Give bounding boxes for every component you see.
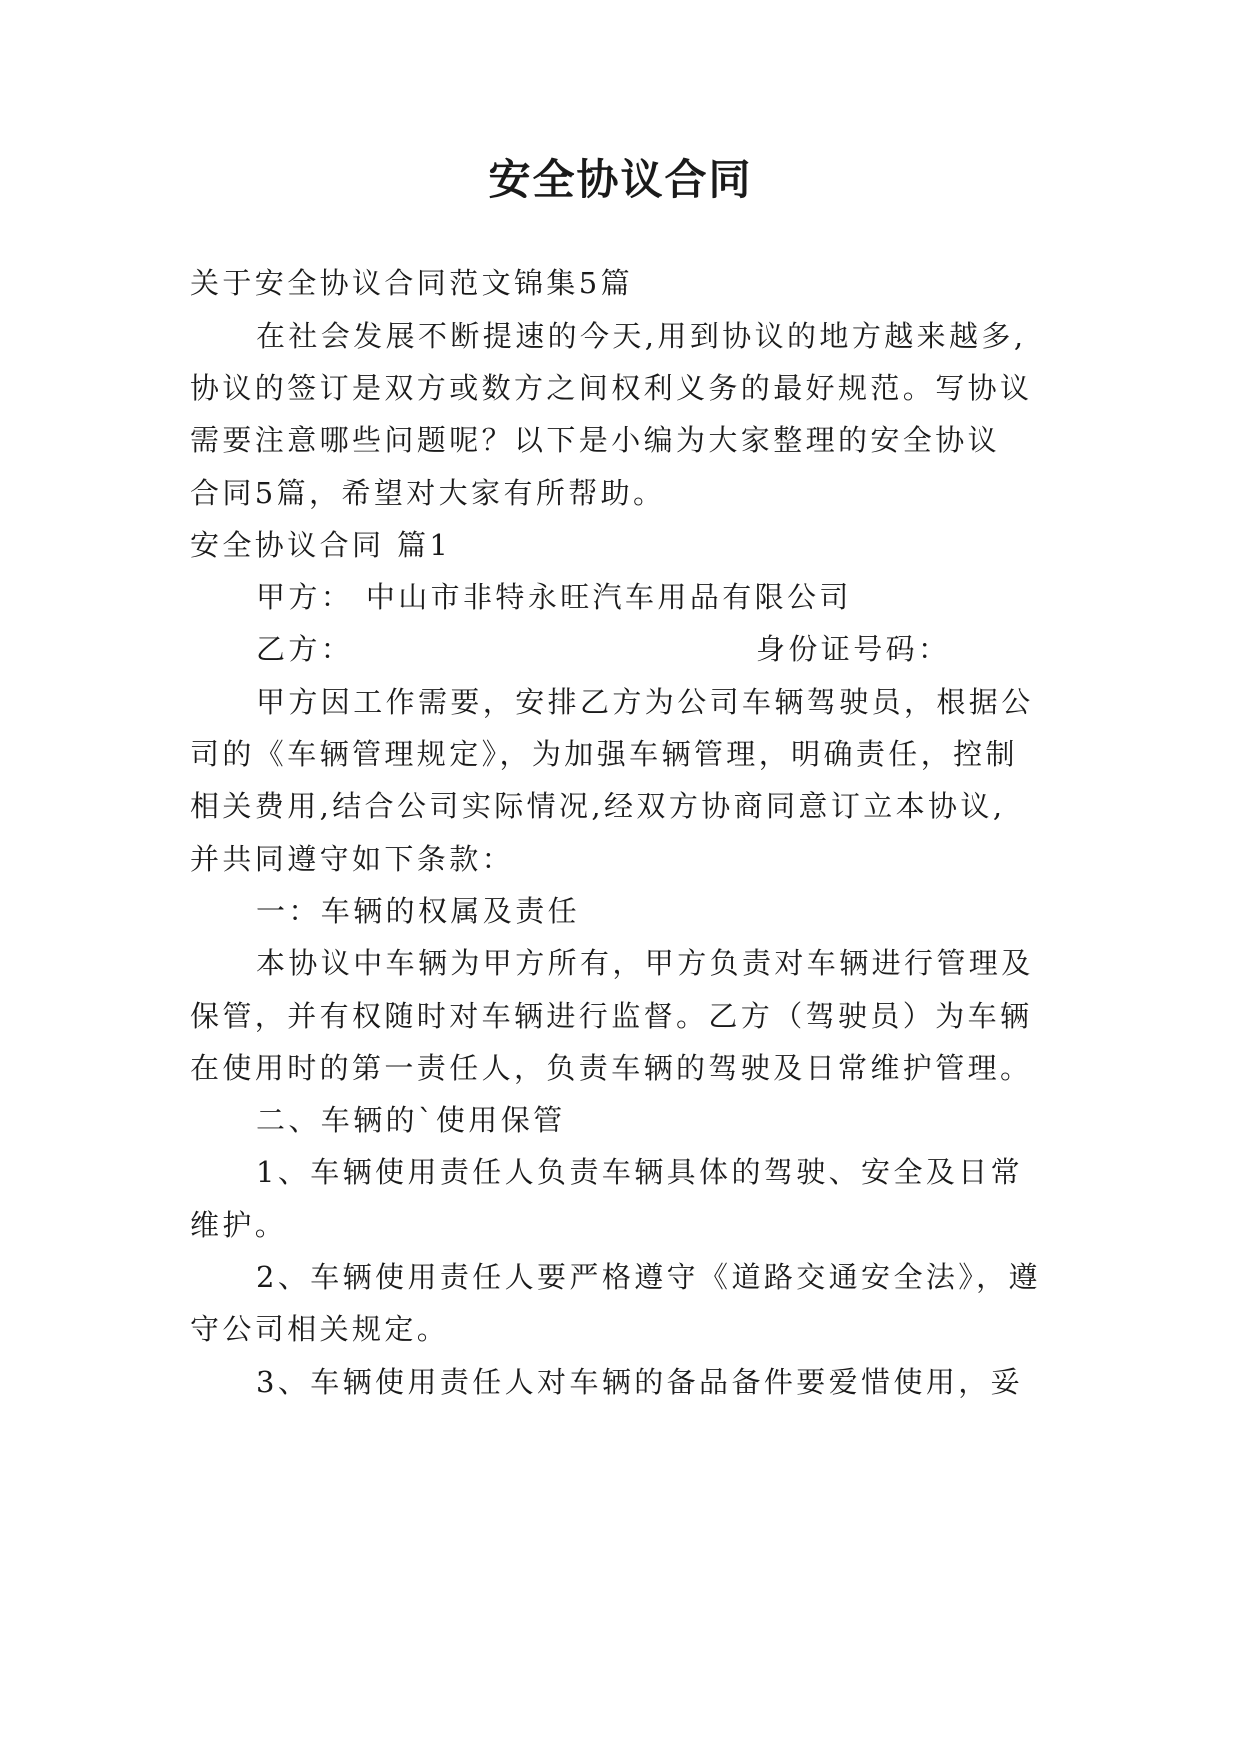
party-b-label: 乙方： xyxy=(256,632,354,666)
clause-heading: 二、车辆的`使用保管 xyxy=(256,1103,566,1137)
paragraph-line: 合同5篇，希望对大家有所帮助。 xyxy=(190,476,666,510)
paragraph-line: 1、车辆使用责任人负责车辆具体的驾驶、安全及日常 xyxy=(256,1155,1024,1189)
document-title: 安全协议合同 xyxy=(488,155,753,204)
paragraph-line: 2、车辆使用责任人要严格遵守《道路交通安全法》，遵 xyxy=(256,1260,1041,1294)
paragraph-line: 维护。 xyxy=(190,1208,288,1242)
paragraph-line: 3、车辆使用责任人对车辆的备品备件要爱惜使用，妥 xyxy=(256,1365,1024,1399)
paragraph-line: 协议的签订是双方或数方之间权利义务的最好规范。写协议 xyxy=(190,371,1033,405)
paragraph-line: 保管，并有权随时对车辆进行监督。乙方（驾驶员）为车辆 xyxy=(190,999,1033,1033)
paragraph-line: 甲方因工作需要，安排乙方为公司车辆驾驶员，根据公 xyxy=(256,685,1034,719)
paragraph-line: 在使用时的第一责任人，负责车辆的驾驶及日常维护管理。 xyxy=(190,1051,1033,1085)
paragraph-line: 相关费用,结合公司实际情况,经双方协商同意订立本协议, xyxy=(190,789,1006,823)
paragraph-line: 司的《车辆管理规定》，为加强车辆管理，明确责任，控制 xyxy=(190,737,1018,771)
id-number-label: 身份证号码： xyxy=(756,632,951,666)
paragraph-line: 并共同遵守如下条款： xyxy=(190,842,515,876)
paragraph-line: 本协议中车辆为甲方所有，甲方负责对车辆进行管理及 xyxy=(256,946,1034,980)
section-heading: 安全协议合同 篇1 xyxy=(190,528,452,562)
paragraph-line: 需要注意哪些问题呢？以下是小编为大家整理的安全协议 xyxy=(190,423,1001,457)
party-a-line: 甲方： 中山市非特永旺汽车用品有限公司 xyxy=(256,580,852,614)
paragraph-line: 在社会发展不断提速的今天,用到协议的地方越来越多, xyxy=(256,319,1027,353)
clause-heading: 一：车辆的权属及责任 xyxy=(256,894,581,928)
paragraph-line: 守公司相关规定。 xyxy=(190,1312,450,1346)
intro-heading: 关于安全协议合同范文锦集5篇 xyxy=(190,266,634,300)
